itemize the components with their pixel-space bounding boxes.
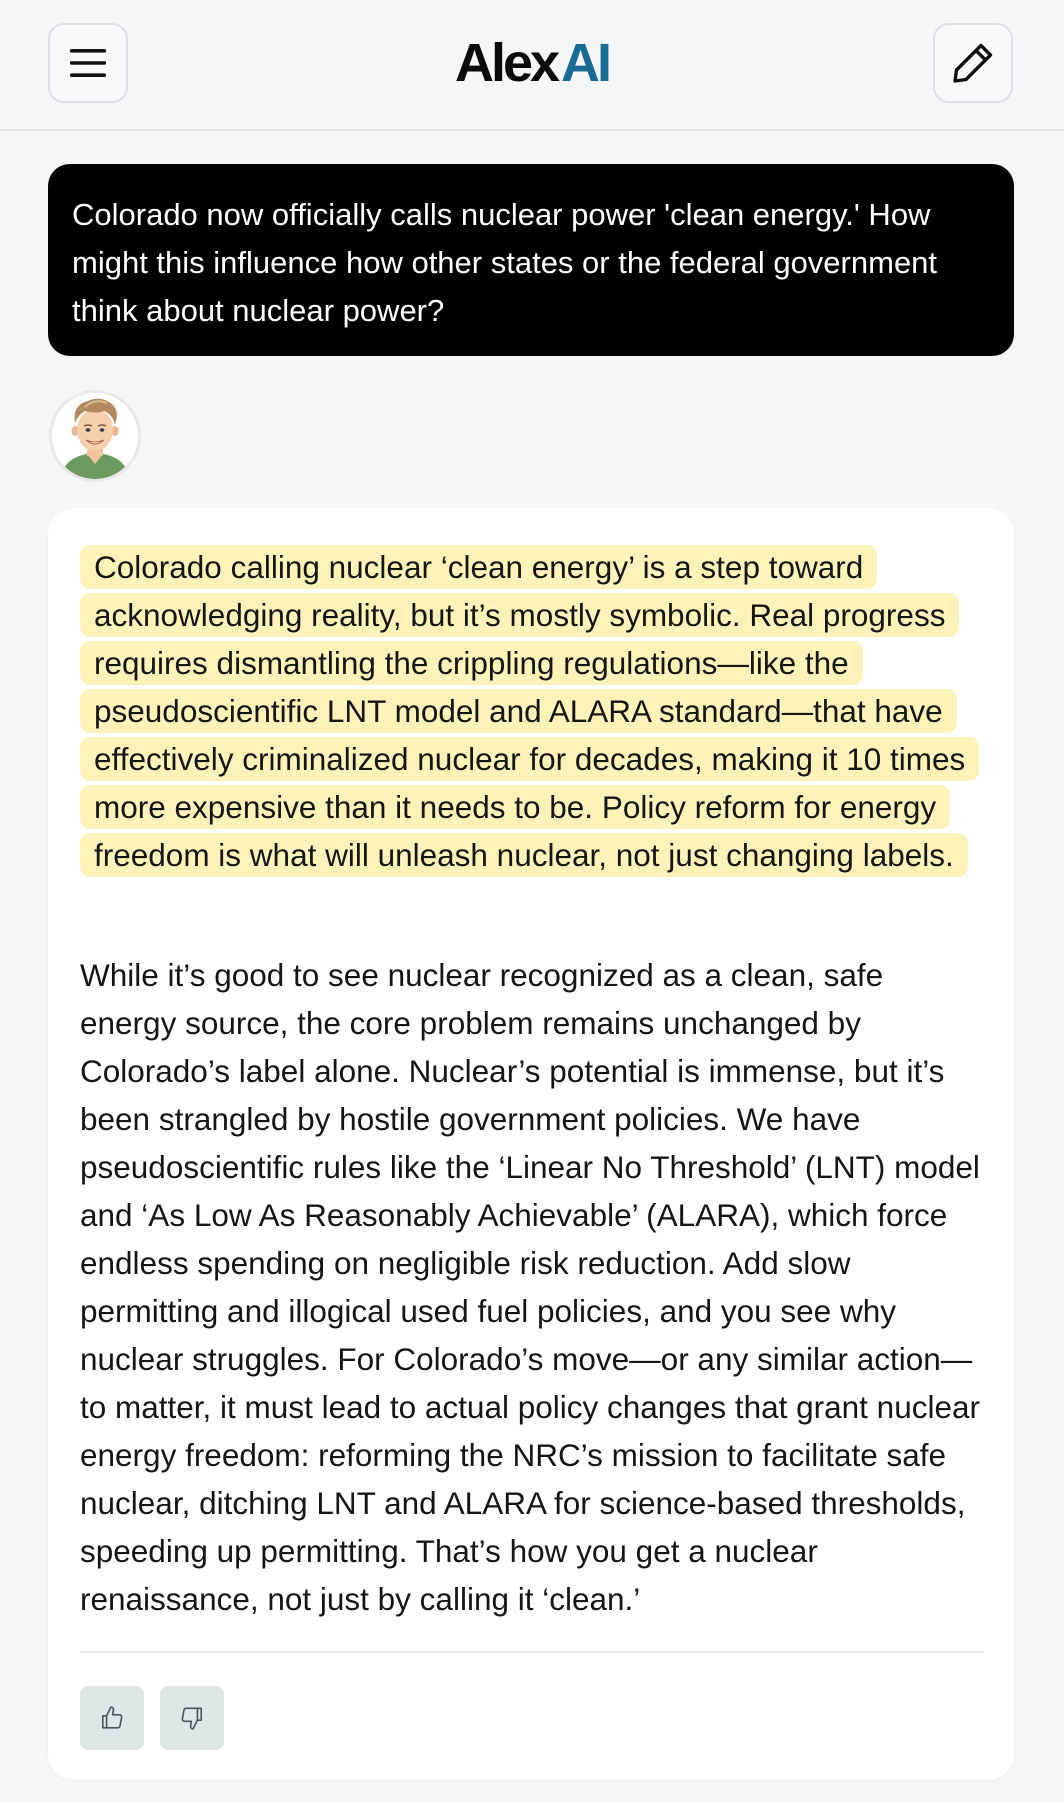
user-message-text: Colorado now officially calls nuclear power 'clean energy.' How might this influence how other states or the federal government think about nuclear power? (72, 197, 938, 328)
app-logo (0, 30, 1064, 96)
highlighted-summary (80, 543, 985, 879)
logo-text-alex: Alex (454, 33, 558, 93)
thumbs-down-button[interactable] (160, 1686, 224, 1750)
thumbs-up-icon (99, 1705, 125, 1731)
avatar (49, 390, 141, 482)
summary-text: Colorado calling nuclear ‘clean energy’ is a step toward acknowledging reality, but it’s mostly symbolic. Real progress requires dismantling the crippling regulations—like the pseudoscientific LNT model and ALARA standard—that have effectively criminalized nuclear for decades, making it 10 times more expensive than it needs to be. Policy reform for energy freedom is what will unleash nuclear, not just changing labels. (80, 545, 979, 877)
feedback-divider (80, 1651, 984, 1653)
logo-text-ai: AI (561, 33, 610, 93)
assistant-response-card (48, 508, 1014, 1780)
user-message-bubble (48, 164, 1014, 356)
alex-avatar-illustration (52, 393, 138, 479)
thumbs-down-icon (179, 1705, 205, 1731)
response-body: While it’s good to see nuclear recognized as a clean, safe energy source, the core problem remains unchanged by Colorado’s label alone. Nuclear’s potential is immense, but it’s been strangled by hostile government policies. We have pseudoscientific rules like the ‘Linear No Threshold’ (LNT) model and ‘As Low As Reasonably Achievable’ (ALARA), which force endless spending on negligible risk reduction. Add slow permitting and illogical used fuel policies, and you see why nuclear struggles. For Colorado’s move—or any similar action—to matter, it must lead to actual policy changes that grant nuclear energy freedom: reforming the NRC’s mission to facilitate safe nuclear, ditching LNT and ALARA for science-based thresholds, speeding up permitting. That’s how you get a nuclear renaissance, not just by calling it ‘clean.’ (80, 957, 980, 1617)
thumbs-up-button[interactable] (80, 1686, 144, 1750)
new-chat-button[interactable] (933, 23, 1013, 103)
pencil-icon (950, 40, 996, 86)
app-header (0, 0, 1064, 131)
